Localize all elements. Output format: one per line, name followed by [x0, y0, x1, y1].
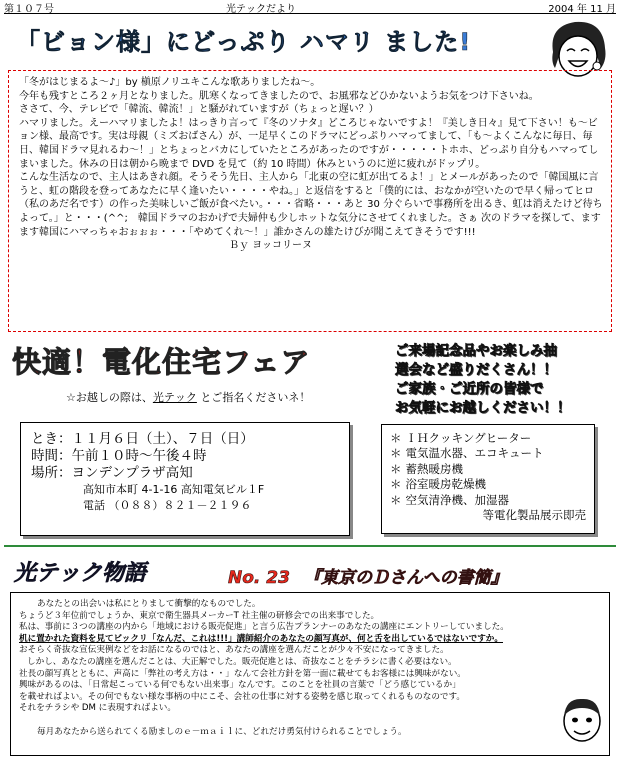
- article1-signature: Ｂｙ ヨッコリーヌ: [229, 240, 312, 252]
- article1-headline: 「ビョン様」にどっぷり ハマリ ました!: [16, 28, 472, 56]
- fair-info-box: [20, 422, 350, 536]
- fair-promo: [395, 342, 617, 418]
- story-box: [10, 592, 610, 756]
- story-line: を載せればよい。その何でもない様な事柄の中にこそ、会社の仕事に対する姿勢を感じ取ってくれるものなのです。: [19, 691, 466, 702]
- story-heading: [228, 563, 508, 588]
- section-divider: [4, 545, 616, 547]
- fair-address: 高知市本町 4-1-16 高知電気ビル１F: [83, 483, 265, 496]
- story-line: それをチラシや DM に表現すればよい。: [19, 703, 176, 714]
- story-line: ちょうど３年位前でしょうか、東京で衛生器具メーカーT 社主催の研修会での出来事でした。: [19, 610, 380, 621]
- fair-promo-line: お気軽にお越しください！！: [395, 400, 571, 416]
- newsletter-header: [4, 0, 616, 14]
- article1-line: ハマリました。えーハマリましたよ！はっきり言って『冬のソナタ』どころじゃないですよ！『美しき日々』見て下さい！も～ビョン様、最高です。実は母親（ミズおばさん）が、一足早くこのドラマにどっぷりハマってまして、「も～よくこんなに毎日、毎日、韓国ドラマ見れるわ～！」とちょっとバカにしていたところがあったのですが・・・・・トホホ、どっぷり自分もハマってしまいました。休みの日は朝から晩まで DVD を見て（約 10 時間）休みというのに逆に疲れがドップリ。: [19, 117, 599, 170]
- article1-line: 今年も残すところ２ヶ月となりました。肌寒くなってきましたので、お風邪などひかないようお気をつけ下さいね。: [19, 90, 539, 102]
- fair-product-item: ＊ 電気温水器、エコキュート: [390, 446, 586, 461]
- fair-date: とき：１１月６日（土）、７日（日）: [31, 431, 254, 447]
- story-subtitle: 『東京のＤさんへの書簡』: [303, 568, 508, 588]
- article1-line: 「冬がはじまるよ～♪」by 槇原ノリユキこんな歌ありましたね～。: [19, 77, 321, 88]
- fair-product-item: ＊ 蓄熱暖房機: [390, 462, 586, 477]
- fair-subtitle: [66, 389, 310, 405]
- smiling-woman-illustration: [545, 16, 611, 78]
- story-line: 社長の顔写真とともに、声高に「弊社の考え方は・・」なんて会社方針を第一面に載せてもお客様には興味がない。: [19, 668, 466, 679]
- fair-tel: 電話 （０８８）８２１－２１９６: [83, 499, 252, 512]
- article1-line: ささて、今、テレビで「韓流、韓流！」と騒がれていますが（ちょっと遅い？）: [19, 104, 379, 116]
- fair-product-item: ＊ 浴室暖房乾燥機: [390, 477, 586, 492]
- fair-title: 快適！電化住宅フェア: [12, 345, 311, 379]
- fair-time: 時間：午前１０時～午後４時: [31, 448, 207, 464]
- story-title: 光テック物語: [14, 561, 147, 586]
- story-number: No. 23: [228, 568, 290, 588]
- fair-product-item: ＊ ＩＨクッキングヒーター: [390, 431, 586, 446]
- issue-number: 第１０７号: [4, 4, 54, 15]
- fair-subtitle-post: とご指名くださいネ！: [196, 391, 311, 404]
- story-line: あなたとの出会いは私にとりまして衝撃的なものでした。: [37, 599, 261, 609]
- fair-promo-line: ご家族・ご近所の皆様で: [395, 381, 544, 397]
- story-line: 興味があるのは、「日常起こっている何でもない出来事」なんです。このことを社員の言葉で「どう感じているか」: [19, 680, 461, 691]
- article1-box: [8, 70, 612, 332]
- story-line: 毎月あなたから送られてくる励ましのｅ－ｍａｉｌに、どれだけ勇気付けられることでしょう。: [37, 726, 407, 737]
- story-line: [19, 715, 601, 727]
- story-line: しかし、あなたの講座を選んだことは、大正解でした。販売促進とは、奇抜なことをチラシに書く必要はない。: [27, 656, 457, 667]
- story-line: 机に置かれた資料を見てビックリ「なんだ、これは!!!」講師紹介のあなたの顔写真が、何と舌を出しているではないですか。: [19, 633, 503, 644]
- fair-promo-line: ご来場記念品やお楽しみ抽: [395, 343, 557, 359]
- man-face-illustration: [558, 694, 606, 744]
- story-line: おそらく奇抜な宣伝実例などをお話になるのではと、あなたの講座を選んだことが少々不安になってきました。: [19, 645, 449, 656]
- issue-date: 2004 年 11 月: [548, 4, 616, 15]
- fair-product-item: ＊ 空気清浄機、加湿器: [390, 493, 586, 508]
- fair-products-box: [381, 424, 595, 534]
- fair-subtitle-name: 光テック: [152, 391, 197, 404]
- publication-name: 光テックだより: [226, 4, 296, 15]
- story-line: 私は、事前に３つの講座の内から「地域における販売促進」と言う広告プランナーのあなたの講座にエントリーしていました。: [19, 622, 509, 633]
- fair-promo-line: 選会など盛りだくさん！！: [395, 362, 557, 378]
- fair-subtitle-pre: ☆お越しの際は、: [66, 391, 153, 404]
- fair-products-tail: 等電化製品展示即売: [482, 508, 586, 523]
- fair-place: 場所：ヨンデンプラザ高知: [31, 465, 193, 481]
- article1-line: こんな生活なので、主人はあきれ顔。そうそう先日、主人から「北東の空に虹が出てるよ！」とメールがあったので「韓国風に言うと、虹の階段を登ってあなたに早く逢いたい・・・・やね。」と返信をすると「僕的には、おなかが空いたので早く帰ってヒロ（私のあだ名です）の作った美味しいご飯が食べたい。・・・省略・・・あと 30 分ぐらいで事務所を出るき、虹は消えたけど待ちよって。」と・・・(^^; 韓国ドラマのおかげで夫婦仲も少しホットな気分にさせてくれました。さぁ 次のドラマを探して、ますます韓国にハマっちゃおぉぉぉ・・・「やめてくれ～！」誰かさんの雄たけびが聞こえてきそうです!!!: [19, 172, 603, 238]
